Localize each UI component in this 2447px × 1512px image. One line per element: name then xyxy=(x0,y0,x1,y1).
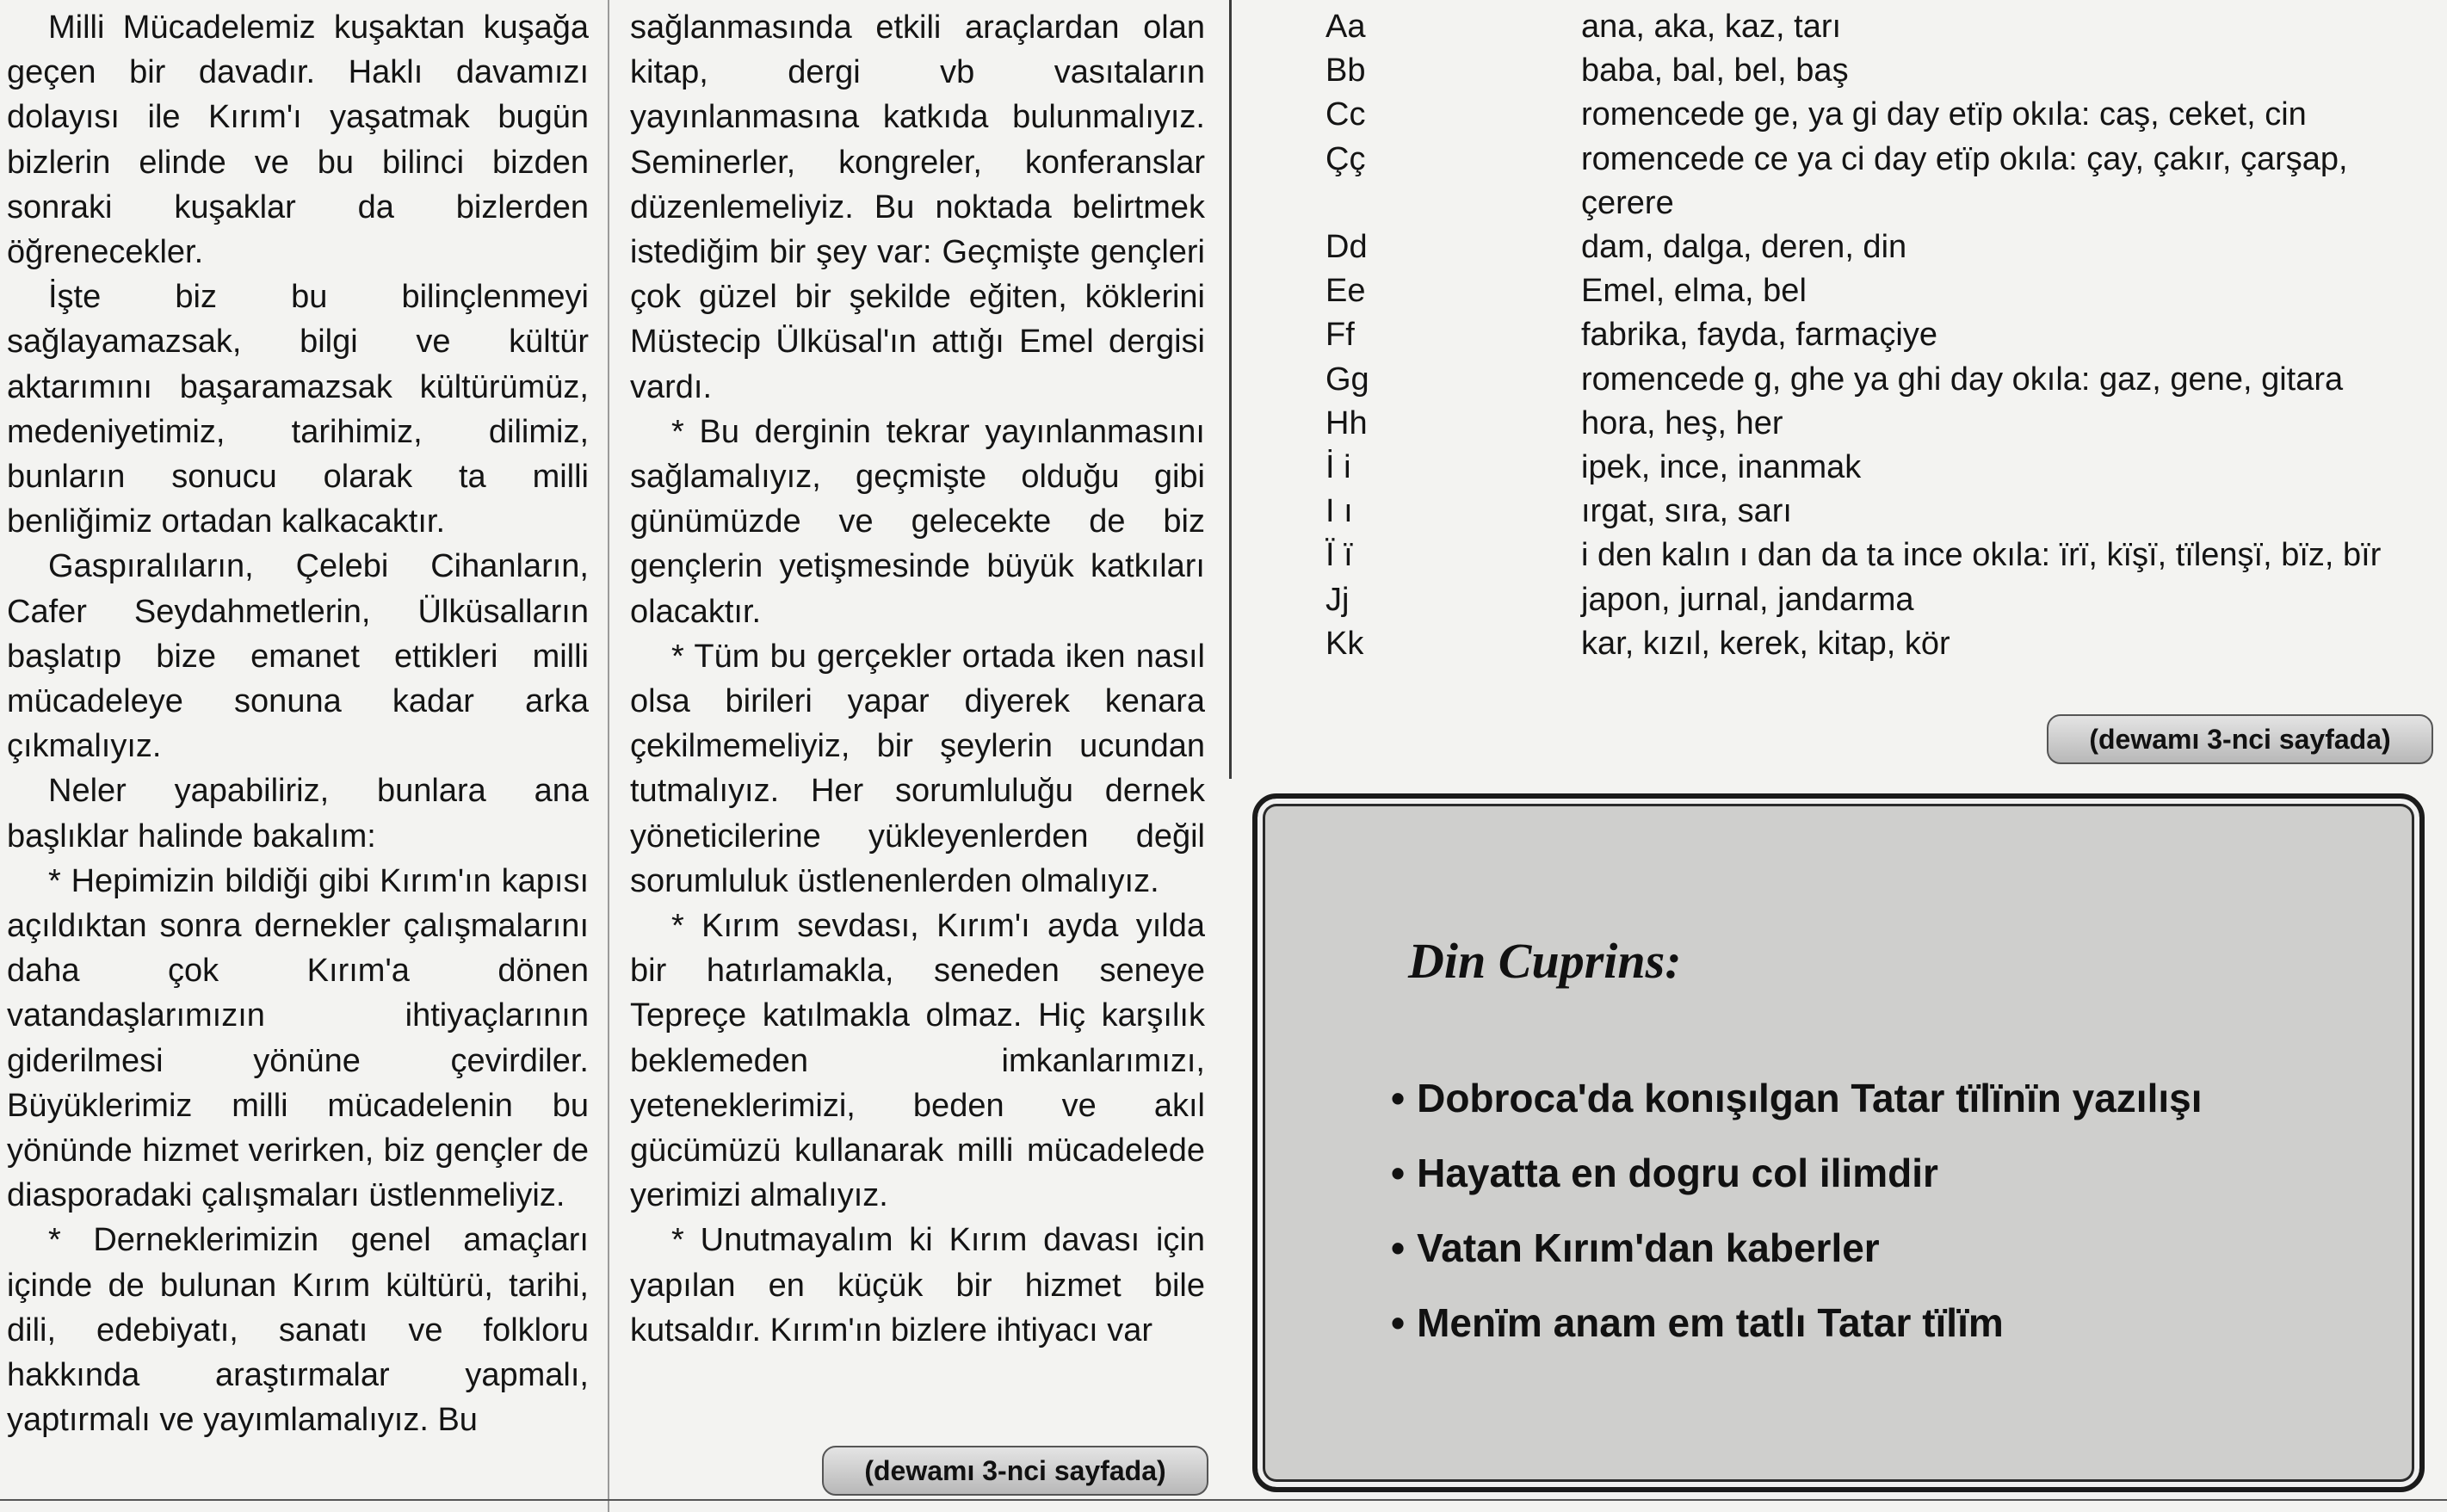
alphabet-examples: Emel, elma, bel xyxy=(1581,273,1807,310)
continued-link-alphabet[interactable]: (dewamı 3-nci sayfada) xyxy=(2047,714,2433,764)
alphabet-examples: i den kalın ı dan da ta ince okıla: ïrï, kïşï, tïlenşï, bïz, bïr xyxy=(1581,537,2382,574)
bullet-icon: • xyxy=(1391,1151,1406,1195)
paragraph: * Bu derginin tekrar yayınlanmasını sağlamalıyız, geçmişte olduğu gibi günümüzde ve gelecekte de biz gençlerin yetişmesinde büyük katkıları olacaktır. xyxy=(630,413,1205,630)
alphabet-examples: dam, dalga, deren, din xyxy=(1581,229,1907,266)
alphabet-examples: ipek, ince, inanmak xyxy=(1581,449,1862,486)
alphabet-examples: romencede g, ghe ya ghi day okıla: gaz, gene, gitara xyxy=(1581,361,2344,398)
alphabet-letters: Gg xyxy=(1325,361,1369,398)
alphabet-row xyxy=(1325,5,2427,49)
contents-item-label: Menïm anam em tatlı Tatar tïlïm xyxy=(1417,1300,2004,1345)
contents-item xyxy=(1391,1286,2203,1361)
paragraph: * Unutmayalım ki Kırım davası için yapılan en küçük bir hizmet bile kutsaldır. Kırım'ın bizlere ihtiyacı var xyxy=(630,1222,1205,1348)
contents-item-label: Vatan Kırım'dan kaberler xyxy=(1417,1225,1880,1270)
contents-item xyxy=(1391,1136,2203,1211)
alphabet-letters: İ i xyxy=(1325,449,1351,486)
alphabet-letters: Dd xyxy=(1325,229,1368,266)
paragraph: sağlanmasında etkili araçlardan olan kitap, dergi vb vasıtaların yayınlanmasına katkıda bulunmalıyız. Seminerler, kongreler, konferanslar düzenlemeliyiz. Bu noktada belirtmek istediğim bir şey var: Geçmişte gençleri çok güzel bir şekilde eğiten, köklerini Müstecip Ülküsal'ın attığı Emel dergisi vardı. xyxy=(630,9,1205,405)
alphabet-letters: Hh xyxy=(1325,404,1368,441)
alphabet-examples: kar, kızıl, kerek, kitap, kör xyxy=(1581,625,1950,662)
column-divider-left xyxy=(608,0,609,1512)
paragraph: * Tüm bu gerçekler ortada iken nasıl olsa birileri yapar diyerek kenara çekilmemeliyiz, bir şeylerin ucundan tutmalıyız. Her sorumluluğu dernek yöneticilerine yükleyenlerden değil sorumluluk üstlenenlerden olmalıyız. xyxy=(630,638,1205,899)
column-divider-right xyxy=(1229,0,1232,779)
alphabet-letters: I ı xyxy=(1325,493,1353,530)
bullet-icon: • xyxy=(1391,1076,1406,1120)
alphabet-letters: Ff xyxy=(1325,317,1355,354)
paragraph: Milli Mücadelemiz kuşaktan kuşağa geçen bir davadır. Haklı davamızı dolayısı ile Kırım'ı yaşatmak bugün bizlerin elinde ve bu bilinci bizden sonraki kuşaklar da bizlerden öğrenecekler. xyxy=(7,9,589,271)
alphabet-letters: Ee xyxy=(1325,273,1366,310)
contents-item-label: Dobroca'da konışılgan Tatar tïlïnïn yazılışı xyxy=(1417,1076,2203,1120)
alphabet-examples: hora, heş, her xyxy=(1581,404,1783,441)
article-column-1 xyxy=(7,5,589,1443)
alphabet-examples: fabrika, fayda, farmaçiye xyxy=(1581,317,1937,354)
alphabet-letters: Bb xyxy=(1325,52,1366,89)
paragraph: * Derneklerimizin genel amaçları içinde de bulunan Kırım kültürü, tarihi, dili, edebiyatı, sanatı ve folkloru hakkında araştırmalar yapmalı, yaptırmalı ve yayımlamalıyız. Bu xyxy=(7,1222,589,1439)
contents-item xyxy=(1391,1211,2203,1286)
alphabet-row xyxy=(1325,402,2427,446)
contents-list xyxy=(1391,1061,2203,1361)
alphabet-row xyxy=(1325,490,2427,534)
bullet-icon: • xyxy=(1391,1300,1406,1345)
alphabet-row xyxy=(1325,225,2427,269)
alphabet-examples: ana, aka, kaz, tarı xyxy=(1581,9,1842,45)
paragraph: * Kırım sevdası, Kırım'ı ayda yılda bir hatırlamakla, seneden seneye Tepreçe katılmakla olmaz. Hiç karşılık beklemeden imkanlarımızı, yeteneklerimizi, beden ve akıl gücümüzü kullanarak milli mücadelede yerimizi almalıyız. xyxy=(630,908,1205,1214)
alphabet-row xyxy=(1325,534,2427,577)
alphabet-letters: Jj xyxy=(1325,581,1350,618)
alphabet-row xyxy=(1325,622,2427,666)
paragraph: * Hepimizin bildiği gibi Kırım'ın kapısı açıldıktan sonra dernekler çalışmalarını daha çok Kırım'a dönen vatandaşlarımızın ihtiyaçlarının giderilmesi yönüne çevirdiler. Büyüklerimiz milli mücadelenin bu yönünde hizmet verirken, biz gençler de diasporadaki çalışmaları üstlenmeliyiz. xyxy=(7,862,589,1214)
alphabet-row xyxy=(1325,138,2427,225)
alphabet-letters: Aa xyxy=(1325,9,1366,45)
alphabet-examples: ırgat, sıra, sarı xyxy=(1581,493,1792,530)
alphabet-letters: Çç xyxy=(1325,140,1366,177)
paragraph: İşte biz bu bilinçlenmeyi sağlayamazsak, bilgi ve kültür aktarımını başaramazsak kültürümüz, medeniyetimiz, tarihimiz, dilimiz, bunların sonucu olarak ta milli benliğimiz ortadan kalkacaktır. xyxy=(7,279,589,540)
alphabet-row xyxy=(1325,358,2427,402)
contents-item xyxy=(1391,1061,2203,1136)
contents-title: Din Cuprins: xyxy=(1408,933,1682,989)
alphabet-row xyxy=(1325,313,2427,357)
alphabet-letters: Kk xyxy=(1325,625,1364,662)
alphabet-row xyxy=(1325,93,2427,137)
alphabet-letters: Ï ï xyxy=(1325,537,1353,574)
alphabet-examples: japon, jurnal, jandarma xyxy=(1581,581,1914,618)
page-bottom-rule xyxy=(0,1499,2447,1501)
paragraph: Gaspıralıların, Çelebi Cihanların, Cafer Seydahmetlerin, Ülküsalların başlatıp bize emanet ettikleri milli mücadeleye sonuna kadar arka çıkmalıyız. xyxy=(7,548,589,765)
alphabet-examples: baba, bal, bel, baş xyxy=(1581,52,1849,89)
alphabet-row xyxy=(1325,446,2427,490)
alphabet-examples: romencede ge, ya gi day etïp okıla: caş, ceket, cin xyxy=(1581,96,2307,133)
alphabet-examples: romencede ce ya ci day etïp okıla: çay, çakır, çarşap, çerere xyxy=(1581,140,2348,221)
bullet-icon: • xyxy=(1391,1225,1406,1270)
paragraph: Neler yapabiliriz, bunlara ana başlıklar halinde bakalım: xyxy=(7,773,589,855)
alphabet-letters: Cc xyxy=(1325,96,1366,133)
alphabet-row xyxy=(1325,269,2427,313)
article-column-2 xyxy=(630,5,1205,1353)
contents-item-label: Hayatta en dogru col ilimdir xyxy=(1417,1151,1938,1195)
alphabet-row xyxy=(1325,578,2427,622)
alphabet-table xyxy=(1325,5,2427,666)
alphabet-row xyxy=(1325,49,2427,93)
continued-link-article[interactable]: (dewamı 3-nci sayfada) xyxy=(822,1446,1208,1496)
contents-box xyxy=(1252,793,2425,1492)
